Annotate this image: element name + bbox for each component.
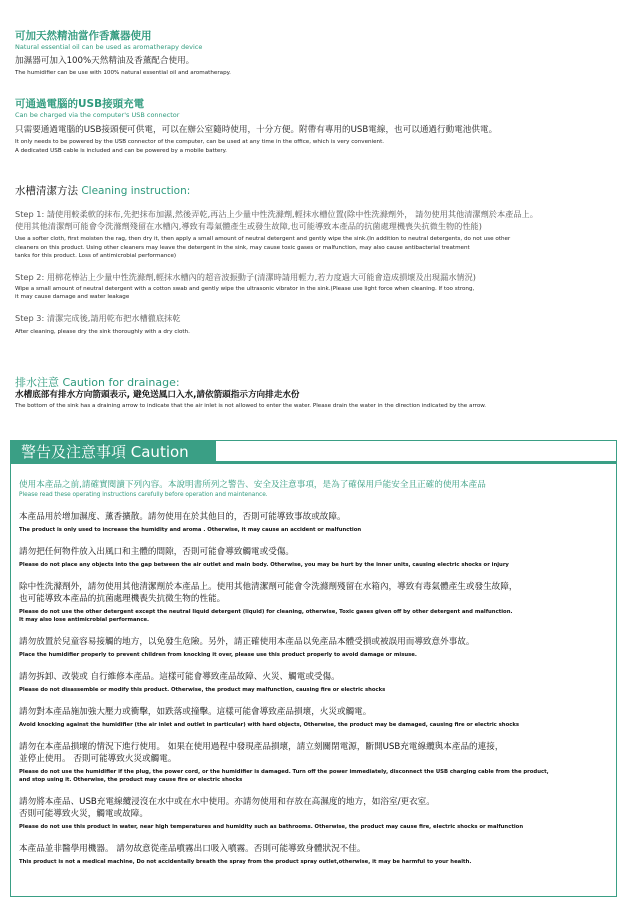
step1-en-1: Use a softer cloth, first moisten the rag, then dry it, then apply a small amount of neutral detergent and gently wipe the sink.(In addition to neutral detergents, do not use other	[15, 236, 511, 242]
caution-item	[19, 671, 608, 694]
caution-item-en: Please do not use this product in water, near high temperatures and humidity such as bathrooms. Otherwise, the product may cause fire, electric shocks or malfunction	[19, 824, 524, 830]
caution-item-zh: 請勿拆卸、改裝或 自行維修本產品。這樣可能會導致產品故障、火災、觸電或受傷。	[19, 672, 340, 682]
essential-oil-zh: 加濕器可加入100%天然精油及香薰配合使用。	[15, 56, 195, 66]
caution-item-en: and stop using it. Otherwise, the product may cause fire or electric shocks	[19, 777, 243, 783]
usb-zh: 只需要通過電腦的USB接頭便可供電，可以在辦公室隨時使用，十分方便。附帶有專用的USB電線，也可以通過行動電池供電。	[15, 125, 498, 135]
caution-item-en: Please do not disassemble or modify this product. Otherwise, the product may malfunction, causing fire or electric shocks	[19, 687, 386, 693]
caution-item-en: Please do not use the humidifier if the plug, the power cord, or the humidifier is damaged. Turn off the power immediately, disconnect the USB charging cable from the product,	[19, 769, 549, 775]
caution-item-zh: 請勿把任何物件放入出風口和主體的間隙，否則可能會導致觸電或受傷。	[19, 547, 295, 557]
caution-list	[19, 511, 608, 866]
step1-en-3: tanks for this product. Loss of antimicrobial performance)	[15, 253, 177, 259]
caution-item-zh: 請勿放置於兒童容易接觸的地方，以免發生危險。另外，請正確使用本產品以免產品本體受損或被誤用而導致意外事故。	[19, 637, 475, 647]
caution-item-en: Avoid knocking against the humidifier (the air inlet and outlet in particular) with hard objects, Otherwise, the product may be damaged, causing fire or electric shocks	[19, 722, 520, 728]
essential-oil-section	[15, 30, 616, 78]
cleaning-title-zh: 水槽清潔方法	[15, 185, 78, 197]
step1-zh-2: 使用其他清潔劑可能會令洗滌劑殘留在水槽內,導致有毒氣體產生或發生故障,也可能導致本產品的抗菌處理機喪失抗微生物的性能)	[15, 221, 482, 231]
essential-oil-en: The humidifier can be use with 100% natural essential oil and aromatherapy.	[15, 70, 231, 76]
caution-item	[19, 546, 608, 569]
step3-en: After cleaning, please dry the sink thoroughly with a dry cloth.	[15, 328, 190, 335]
caution-item-en: Place the humidifier properly to prevent children from knocking it over, please use this product properly to avoid damage or misuse.	[19, 652, 417, 658]
caution-item	[19, 636, 608, 659]
caution-item-zh: 請勿在本產品損壞的情況下進行使用。 如果在使用過程中發現產品損壞，請立刻關閉電源，斷開USB充電線纜與本產品的連接，	[19, 742, 504, 752]
caution-box	[10, 440, 617, 897]
caution-item	[19, 741, 608, 784]
drainage-title: 排水注意 Caution for drainage:	[15, 376, 180, 389]
essential-oil-title: 可加天然精油當作香薰器使用	[15, 30, 152, 42]
caution-item-zh: 請勿將本產品、USB充電線纜浸沒在水中或在水中使用。亦請勿使用和存放在高濕度的地方，如浴室/更衣室。	[19, 797, 435, 807]
caution-item	[19, 511, 608, 534]
step2-en-2: it may cause damage and water leakage	[15, 294, 130, 300]
caution-item-en: The product is only used to increase the humidity and aroma . Otherwise, it may cause an accident or malfunction	[19, 527, 362, 533]
caution-item-zh: 除中性洗滌劑外，請勿使用其他清潔劑於本產品上。使用其他清潔劑可能會令洗滌劑殘留在水箱內，導致有毒氣體產生或發生故障，	[19, 582, 518, 592]
drainage-en: The bottom of the sink has a draining arrow to indicate that the air inlet is not allowed to enter the water. Please drain the water in the direction indicated by the arrow.	[15, 403, 487, 409]
step1-en-2: cleaners on this product. Using other cleaners may leave the detergent in the sink, may cause toxic gases or malfunction, may also cause antibacterial treatment	[15, 244, 470, 251]
usb-en-2: A dedicated USB cable is included and can be powered by a mobile battery.	[15, 147, 227, 154]
cleaning-title-en: Cleaning instruction:	[81, 185, 191, 197]
drainage-section	[15, 376, 616, 411]
caution-item-zh: 也可能導致本產品的抗菌處理機喪失抗微生物的性能。	[19, 594, 226, 604]
caution-item	[19, 581, 608, 624]
caution-intro	[19, 479, 608, 500]
caution-item	[19, 706, 608, 729]
step3-zh: Step 3: 清潔完成後,請用乾布把水槽徹底抹乾	[15, 312, 181, 323]
caution-item-en: Please do not use the other detergent except the neutral liquid detergent (liquid) for cleaning, otherwise, Toxic gases given off by other detergent and malfunction.	[19, 609, 513, 615]
step1-zh-1: Step 1: 請使用較柔軟的抹布,先把抹布加濕,然後弄乾,再沾上少量中性洗滌劑,輕抹水槽位置(除中性洗滌劑外， 請勿使用其他清潔劑於本產品上。	[15, 209, 538, 219]
caution-item-en: Please do not place any objects into the gap between the air outlet and main body. Otherwise, you may be hurt by the inner units, causing electric shocks or injury	[19, 562, 509, 568]
usb-title: 可通過電腦的USB接頭充電	[15, 98, 145, 110]
cleaning-section	[15, 184, 616, 336]
caution-item-zh: 並停止使用。 否則可能導致火災或觸電。	[19, 754, 177, 764]
caution-item-zh: 本產品用於增加濕度、薰香擴散。請勿使用在於其他目的，否則可能導致事故或故障。	[19, 512, 346, 522]
caution-item-zh: 請勿對本產品施加強大壓力或衝擊，如跌落或撞擊。這樣可能會導致產品損壞，火災或觸電。	[19, 707, 372, 717]
usb-charging-section	[15, 98, 616, 155]
caution-item-zh: 否則可能導致火災，觸電或故障。	[19, 809, 148, 819]
caution-item-en: It may also lose antimicrobial performance.	[19, 617, 150, 623]
step2-zh: Step 2: 用棉花棒沾上少量中性洗滌劑,輕抹水槽內的超音波振動子(清潔時請用輕力,若力度過大可能會造成損壞及出現漏水情況)	[15, 271, 476, 282]
usb-subtitle: Can be charged via the computer's USB connector	[15, 111, 180, 119]
drainage-zh: 水槽底部有排水方向箭頭表示, 避免送風口入水,請依箭頭指示方向排走水份	[15, 390, 300, 400]
caution-item-en: This product is not a medical machine, Do not accidentally breath the spray from the product spray outlet,otherwise, it may be harmful to your health.	[19, 859, 472, 865]
caution-tab: 警告及注意事項 Caution	[11, 441, 216, 463]
caution-item-zh: 本產品並非醫學用機器。 請勿故意從產品噴霧出口吸入噴霧。否則可能導致身體狀況不佳。	[19, 844, 366, 854]
caution-item	[19, 796, 608, 831]
cleaning-title	[15, 184, 616, 198]
essential-oil-subtitle: Natural essential oil can be used as aromatherapy device	[15, 43, 203, 51]
usb-en-1: It only needs to be powered by the USB connector of the computer, can be used at any time in the office, which is very convenient.	[15, 139, 385, 145]
caution-intro-en: Please read these operating instructions carefully before operation and maintenance.	[19, 492, 268, 498]
caution-intro-zh: 使用本產品之前,請確實閱讀下列內容。本說明書所列之警告、安全及注意事項，是為了確保用戶能安全且正確的使用本產品	[19, 480, 486, 490]
caution-item	[19, 843, 608, 866]
step2-en-1: Wipe a small amount of neutral detergent with a cotton swab and gently wipe the ultrasonic vibrator in the sink.(Please use light force when cleaning. If too strong,	[15, 285, 475, 292]
